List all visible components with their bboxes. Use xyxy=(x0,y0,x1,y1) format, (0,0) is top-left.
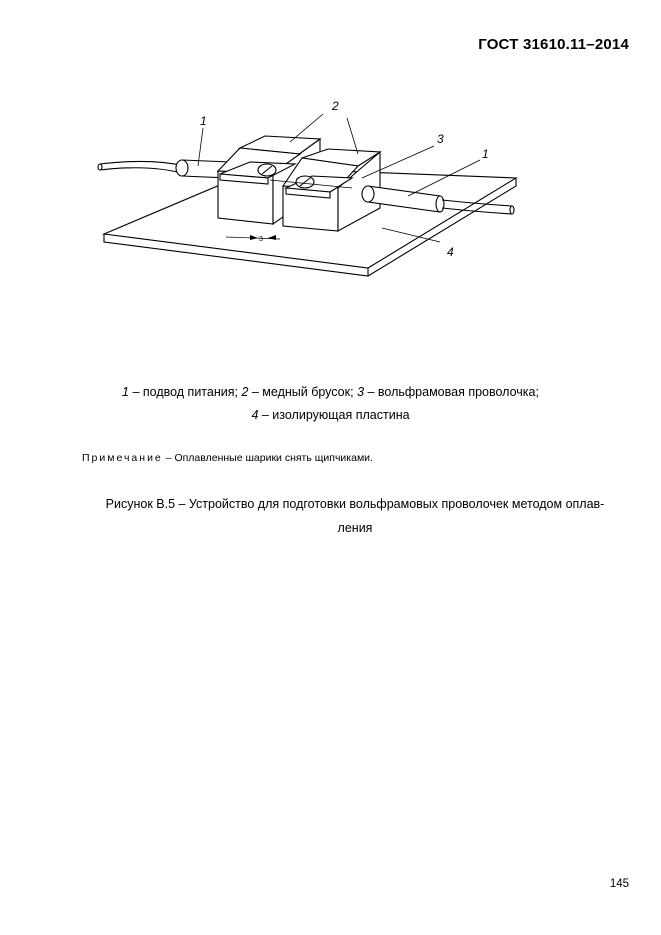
callout-3: 3 xyxy=(437,132,444,146)
note xyxy=(82,452,373,464)
left-wire xyxy=(100,161,185,166)
legend-num-2: 2 xyxy=(241,385,249,399)
figure-caption-line-1: Рисунок В.5 – Устройство для подготовки вольфрамовых проволочек методом оплав- xyxy=(105,497,605,511)
device-drawing xyxy=(90,96,530,278)
legend-text-4: – изолирующая пластина xyxy=(258,408,410,422)
legend-line-2 xyxy=(0,404,661,426)
callout-1-left: 1 xyxy=(200,114,207,128)
legend-text-2: – медный брусок; xyxy=(248,385,358,399)
callout-2: 2 xyxy=(332,99,339,113)
callout-1-right: 1 xyxy=(482,147,489,161)
legend-text-3: – вольфрамовая проволочка; xyxy=(364,385,539,399)
note-text: – Оплавленные шарики снять щипчиками. xyxy=(162,452,373,464)
page-number: 145 xyxy=(609,878,629,890)
device-figure xyxy=(90,96,530,278)
legend-line-1 xyxy=(0,381,661,403)
standard-code: ГОСТ 31610.11–2014 xyxy=(478,36,629,53)
callout-4: 4 xyxy=(447,245,454,259)
legend-num-1: 1 xyxy=(122,385,129,399)
figure-caption-line-2: ления xyxy=(337,521,373,535)
note-label: Примечание xyxy=(82,452,163,464)
legend-num-4: 4 xyxy=(251,408,259,422)
legend-num-3: 3 xyxy=(357,385,365,399)
dimension-label: 3 xyxy=(259,236,263,243)
legend-text-1: – подвод питания; xyxy=(128,385,242,399)
